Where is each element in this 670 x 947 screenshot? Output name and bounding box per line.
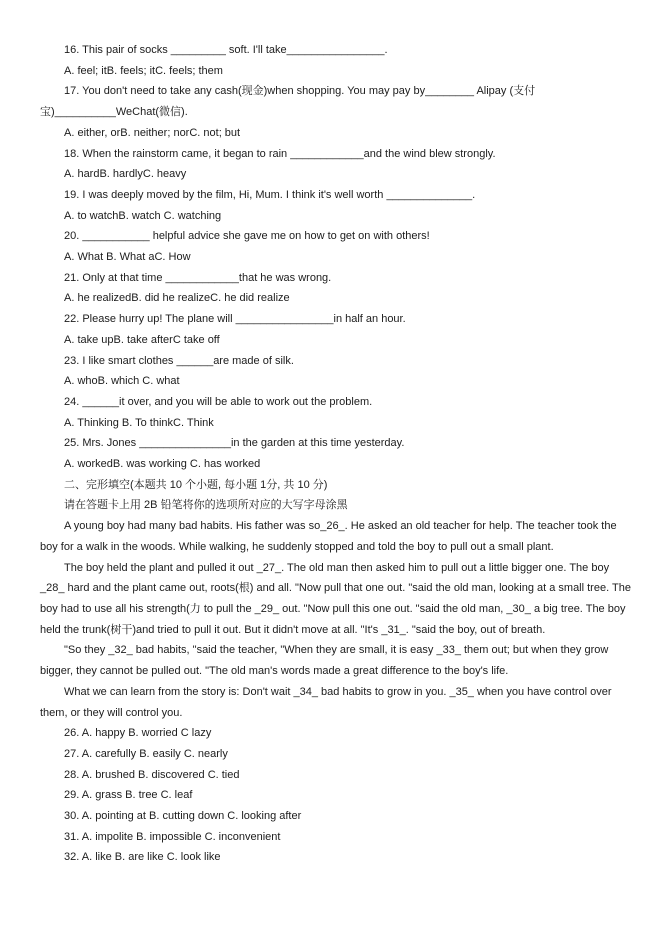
section-heading: 二、完形填空(本题共 10 个小题, 每小题 1分, 共 10 分): [64, 478, 328, 491]
options-line-17: A. either, orB. neither; norC. not; but: [64, 126, 241, 139]
question-line-20: 20. ___________ helpful advice she gave me on how to get on with others!: [64, 230, 430, 243]
options-line-19: A. to watchB. watch C. watching: [64, 209, 222, 222]
document-content: [40, 40, 632, 868]
options-line-24: A. Thinking B. To thinkC. Think: [64, 416, 214, 429]
cloze-options-line-27: 27. A. carefully B. easily C. nearly: [64, 747, 228, 760]
options-line-20: A. What B. What aC. How: [64, 251, 191, 264]
options-line-18: A. hardB. hardlyC. heavy: [64, 168, 187, 181]
options-line-16: A. feel; itB. feels; itC. feels; them: [64, 64, 223, 77]
question-line-23: 23. I like smart clothes ______are made of silk.: [64, 354, 294, 367]
question-line-17: 17. You don't need to take any cash(现金)when shopping. You may pay by________ Alipay (支付宝)__________WeChat(微信).: [40, 85, 536, 119]
question-line-24: 24. ______it over, and you will be able to work out the problem.: [64, 395, 373, 408]
options-line-23: A. whoB. which C. what: [64, 375, 180, 388]
cloze-options-line-30: 30. A. pointing at B. cutting down C. looking after: [64, 810, 302, 823]
passage-paragraph-3: "So they _32_ bad habits, "said the teacher, "When they are small, it is easy _33_ them out; but when they grow bigger, they cannot be pulled out. "The old man's words made a great difference to the boy's life.: [40, 644, 609, 678]
options-line-25: A. workedB. was working C. has worked: [64, 458, 261, 471]
question-line-21: 21. Only at that time ____________that he was wrong.: [64, 271, 332, 284]
passage-paragraph-4: What we can learn from the story is: Don't wait _34_ bad habits to grow in you. _35_ when you have control over them, or they will control you.: [40, 685, 612, 719]
options-line-21: A. he realizedB. did he realizeC. he did realize: [64, 292, 290, 305]
question-line-18: 18. When the rainstorm came, it began to rain ____________and the wind blew strongly.: [64, 147, 496, 160]
passage-paragraph-1: A young boy had many bad habits. His father was so_26_. He asked an old teacher for help. The teacher took the boy for a walk in the woods. While walking, he suddenly stopped and told the boy to pull out a small plant.: [40, 520, 617, 553]
passage-paragraph-2: The boy held the plant and pulled it out _27_. The old man then asked him to pull out a little bigger one. The boy _28_ hard and the plant came out, roots(根) and all. "Now pull that one out. "said the old man, looking at a small tree. The boy had to use all his strength(力 to pull the _29_ out. "Now pull this one out. "said the old man, _30_ a big tree. The boy held the trunk(树干)and tried to pull it out. But it didn't move at all. "It's _31_. "said the boy, out of breath.: [40, 561, 631, 636]
question-line-16: 16. This pair of socks _________ soft. I'll take________________.: [64, 44, 388, 56]
question-line-19: 19. I was deeply moved by the film, Hi, Mum. I think it's well worth ______________.: [64, 188, 476, 201]
question-line-25: 25. Mrs. Jones _______________in the garden at this time yesterday.: [64, 437, 405, 450]
cloze-options-line-31: 31. A. impolite B. impossible C. inconvenient: [64, 830, 281, 843]
cloze-options-line-29: 29. A. grass B. tree C. leaf: [64, 789, 193, 802]
question-line-22: 22. Please hurry up! The plane will ________________in half an hour.: [64, 313, 406, 326]
instruction-line: 请在答题卡上用 2B 铅笔将你的选项所对应的大写字母涂黑: [64, 499, 348, 512]
cloze-options-line-32: 32. A. like B. are like C. look like: [64, 851, 221, 864]
cloze-options-line-28: 28. A. brushed B. discovered C. tied: [64, 768, 240, 781]
cloze-options-line-26: 26. A. happy B. worried C lazy: [64, 727, 212, 740]
options-line-22: A. take upB. take afterC take off: [64, 333, 220, 346]
